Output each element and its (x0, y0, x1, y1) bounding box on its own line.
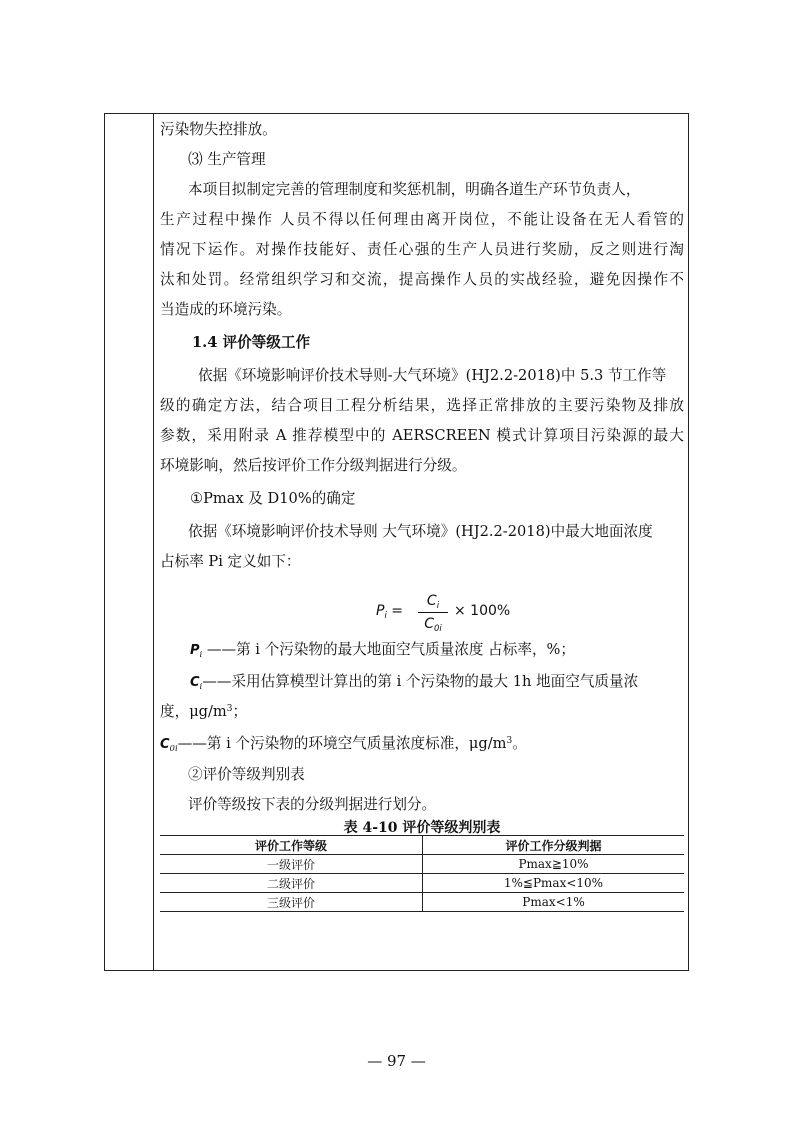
definition-pi: $P_i$ ——第 i 个污染物的最大地面空气质量浓度 占标率，%； (190, 641, 575, 660)
table-cell: Pmax≧10% (423, 855, 685, 874)
table-header-cell: 评价工作等级 (160, 836, 423, 855)
column-divider (153, 113, 154, 971)
table-cell: Pmax<1% (423, 893, 685, 912)
table-row (160, 874, 684, 893)
table-header-cell: 评价工作分级判据 (423, 836, 685, 855)
paragraph-line: 参数，采用附录 A 推荐模型中的 AERSCREEN 模式计算项目污染源的最大 (160, 427, 684, 444)
table-cell: 1%≦Pmax<10% (423, 874, 685, 893)
definition-ci: $C_i——$采用估算模型计算出的第 i 个污染物的最大 1h 地面空气质量浓 (190, 673, 639, 692)
subsection-heading: ②评价等级判别表 (188, 766, 305, 783)
paragraph-line: 污染物失控排放。 (160, 121, 277, 138)
paragraph-line: 级的确定方法，结合项目工程分析结果，选择正常排放的主要污染物及排放 (160, 397, 684, 414)
subsection-heading: ①Pmax 及 D10%的确定 (190, 490, 356, 507)
formula-rhs: × 100% (454, 603, 511, 619)
page-number: — 97 — (367, 1052, 426, 1070)
paragraph-line: 环境影响，然后按评价工作分级判据进行分级。 (160, 457, 467, 474)
paragraph-line: 占标率 Pi 定义如下： (160, 553, 301, 570)
paragraph-line: 当造成的环境污染。 (160, 301, 292, 318)
definition-ci-cont: 度，$\mu g/m^3$； (160, 703, 248, 720)
formula-fraction: $C_i$ $C_{0i}$ (418, 591, 448, 634)
paragraph-line: 依据《环境影响评价技术导则 大气环境》(HJ2.2-2018)中最大地面浓度 (188, 523, 653, 540)
paragraph-line: 生产过程中操作 人员不得以任何理由离开岗位，不能让设备在无人看管的 (160, 211, 684, 228)
table-cell: 三级评价 (160, 893, 423, 912)
table-row (160, 855, 684, 874)
paragraph-line: 汰和处罚。经常组织学习和交流，提高操作人员的实战经验，避免因操作不 (160, 271, 684, 288)
table-row (160, 893, 684, 912)
section-heading: 1.4 评价等级工作 (192, 334, 311, 351)
table-cell: 一级评价 (160, 855, 423, 874)
table-cell: 二级评价 (160, 874, 423, 893)
definition-c0i: $C_{0i}——$第 i 个污染物的环境空气质量浓度标准，$\mu g/m^3$。 (160, 735, 527, 754)
table-caption: 表 4-10 评价等级判别表 (343, 820, 501, 836)
formula-lhs: $P_i$ = (376, 603, 404, 621)
paragraph-line: 依据《环境影响评价技术导则-大气环境》(HJ2.2-2018)中 5.3 节工作等 (198, 367, 667, 384)
table-header-row (160, 836, 684, 855)
paragraph-line: 本项目拟制定完善的管理制度和奖惩机制，明确各道生产环节负责人， (188, 181, 641, 198)
grade-table (160, 835, 684, 912)
paragraph-line: 情况下运作。对操作技能好、责任心强的生产人员进行奖励，反之则进行淘 (160, 241, 684, 258)
paragraph-line: 评价等级按下表的分级判据进行划分。 (188, 796, 437, 813)
subsection-heading: ⑶ 生产管理 (188, 151, 266, 168)
